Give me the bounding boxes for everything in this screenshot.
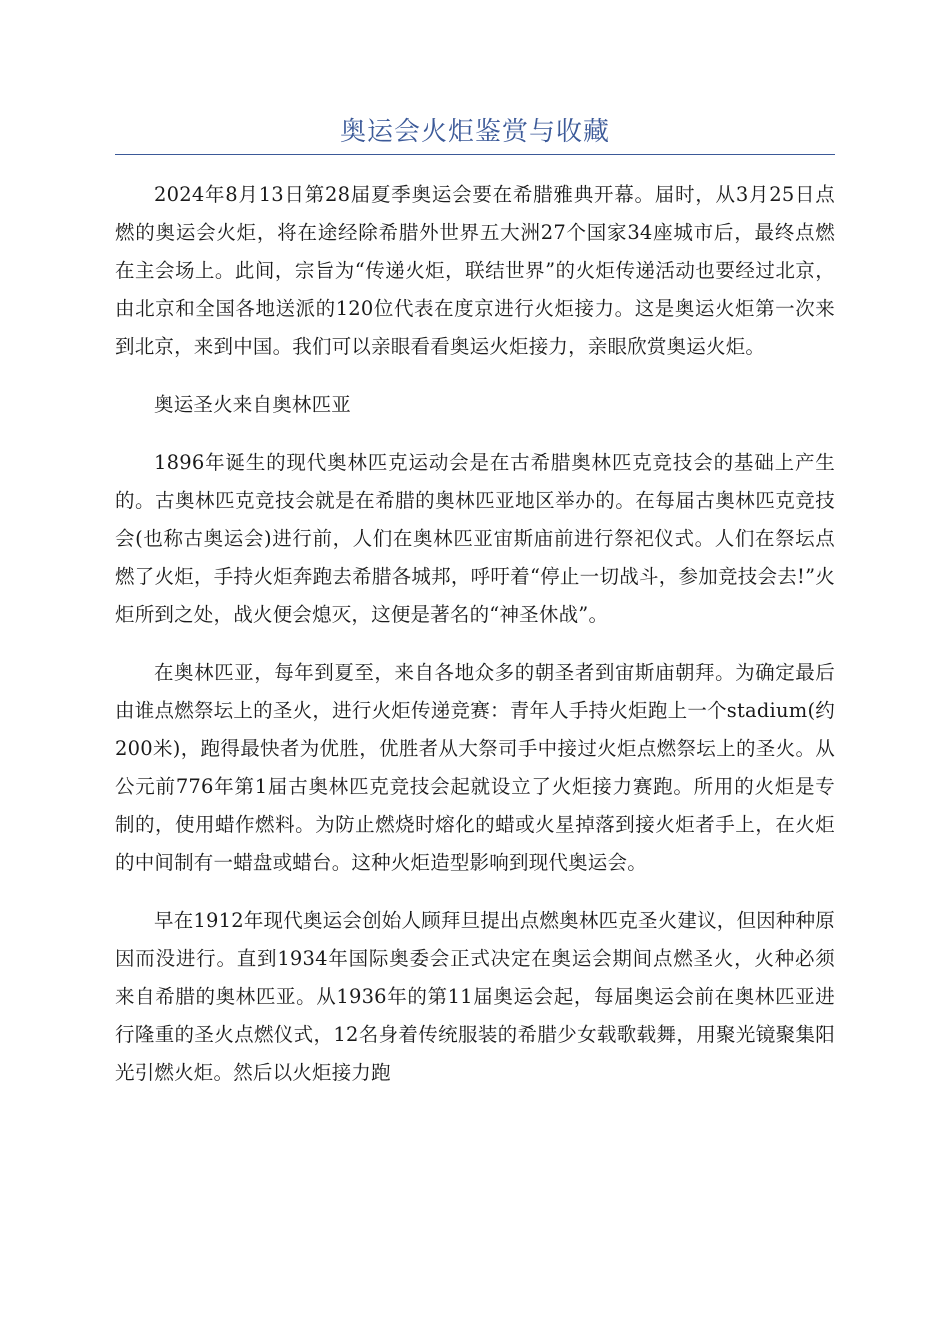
title-underline	[115, 154, 835, 155]
paragraph-modern-flame: 早在1912年现代奥运会创始人顾拜旦提出点燃奥林匹克圣火建议，但因种种原因而没进行。直到1934年国际奥委会正式决定在奥运会期间点燃圣火，火种必须来自希腊的奥林匹亚。从1936年的第11届奥运会起，每届奥运会前在奥林匹亚进行隆重的圣火点燃仪式，12名身着传统服装的希腊少女载歌载舞，用聚光镜聚集阳光引燃火炬。然后以火炬接力跑	[115, 909, 835, 1084]
paragraph-intro: 2024年8月13日第28届夏季奥运会要在希腊雅典开幕。届时，从3月25日点燃的奥运会火炬，将在途经除希腊外世界五大洲27个国家34座城市后，最终点燃在主会场上。此间，宗旨为“传递火炬，联结世界”的火炬传递活动也要经过北京，由北京和全国各地送派的120位代表在度京进行火炬接力。这是奥运火炬第一次来到北京，来到中国。我们可以亲眼看看奥运火炬接力，亲眼欣赏奥运火炬。	[115, 183, 835, 358]
paragraph-origin: 1896年诞生的现代奥林匹克运动会是在古希腊奥林匹克竞技会的基础上产生的。古奥林匹克竞技会就是在希腊的奥林匹亚地区举办的。在每届古奥林匹克竞技会(也称古奥运会)进行前，人们在奥林匹亚宙斯庙前进行祭祀仪式。人们在祭坛点燃了火炬，手持火炬奔跑去希腊各城邦，呼吁着“停止一切战斗，参加竞技会去!”火炬所到之处，战火便会熄灭，这便是著名的“神圣休战”。	[115, 451, 835, 626]
section-heading: 奥运圣火来自奥林匹亚	[154, 393, 352, 416]
document-body	[115, 176, 835, 1112]
paragraph-relay-history: 在奥林匹亚，每年到夏至，来自各地众多的朝圣者到宙斯庙朝拜。为确定最后由谁点燃祭坛上的圣火，进行火炬传递竞赛：青年人手持火炬跑上一个stadium(约200米)，跑得最快者为优胜，优胜者从大祭司手中接过火炬点燃祭坛上的圣火。从公元前776年第1届古奥林匹克竞技会起就设立了火炬接力赛跑。所用的火炬是专制的，使用蜡作燃料。为防止燃烧时熔化的蜡或火星掉落到接火炬者手上，在火炬的中间制有一蜡盘或蜡台。这种火炬造型影响到现代奥运会。	[115, 661, 835, 874]
document-title: 奥运会火炬鉴赏与收藏	[339, 117, 610, 147]
